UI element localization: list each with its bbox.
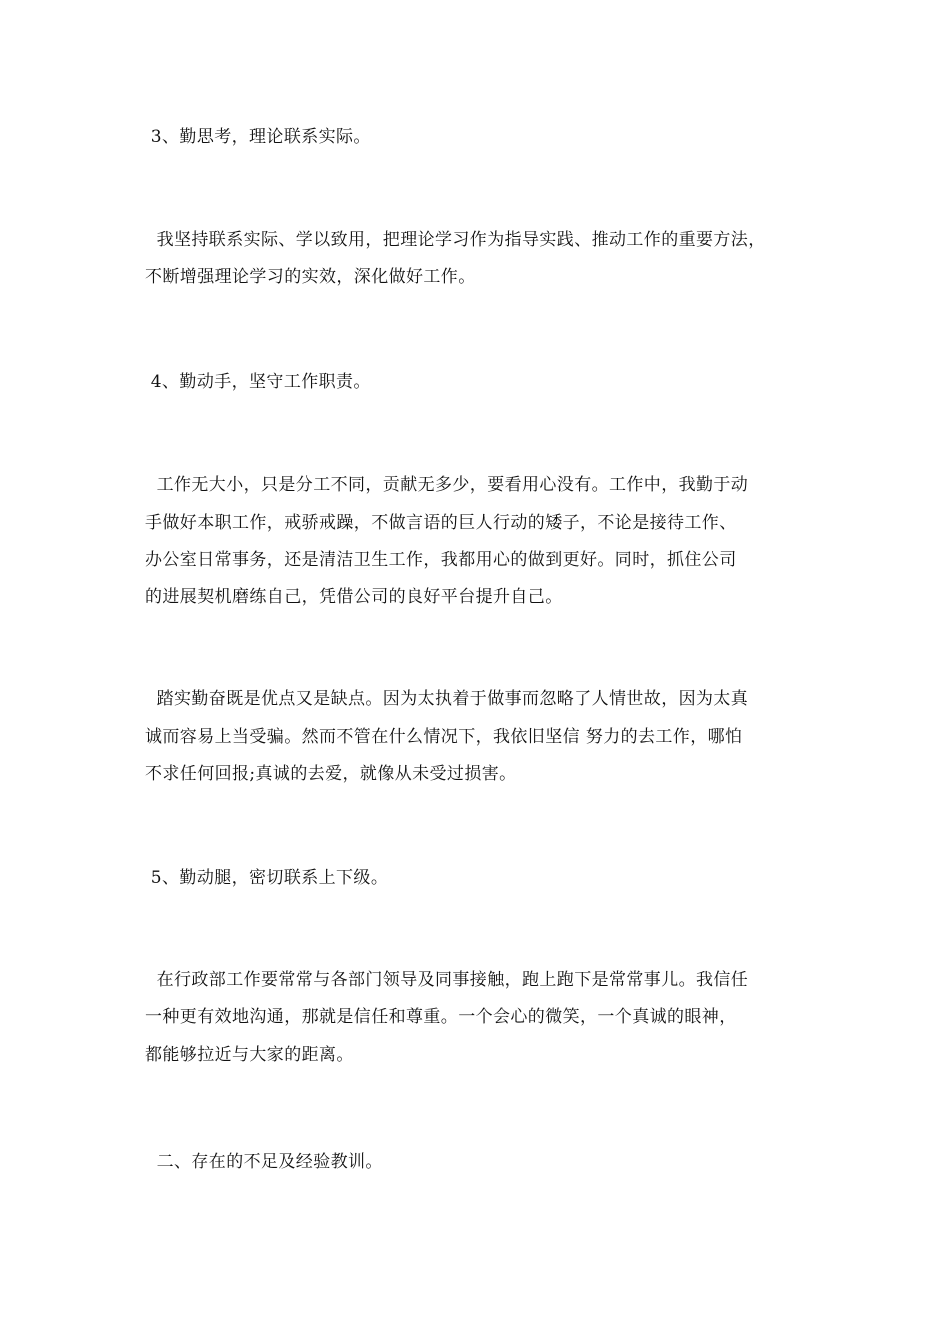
paragraph-3-line-3: 不求任何回报;真诚的去爱，就像从未受过损害。	[145, 764, 517, 784]
section-2-heading: 二、存在的不足及经验教训。	[145, 1152, 383, 1172]
paragraph-4-line-3: 都能够拉近与大家的距离。	[145, 1045, 354, 1065]
paragraph-3-line-1: 踏实勤奋既是优点又是缺点。因为太执着于做事而忽略了人情世故，因为太真	[145, 689, 749, 709]
paragraph-1-line-2: 不断增强理论学习的实效，深化做好工作。	[145, 267, 476, 287]
paragraph-4-line-1: 在行政部工作要常常与各部门领导及同事接触，跑上跑下是常常事儿。我信任	[145, 970, 749, 990]
paragraph-2-line-1: 工作无大小，只是分工不同，贡献无多少，要看用心没有。工作中，我勤于动	[145, 475, 749, 495]
paragraph-2-line-4: 的进展契机磨练自己，凭借公司的良好平台提升自己。	[145, 587, 563, 607]
paragraph-3-line-2: 诚而容易上当受骗。然而不管在什么情况下，我依旧坚信 努力的去工作，哪怕	[145, 727, 743, 747]
paragraph-2-line-2: 手做好本职工作，戒骄戒躁，不做言语的巨人行动的矮子，不论是接待工作、	[145, 513, 737, 533]
paragraph-4-line-2: 一种更有效地沟通，那就是信任和尊重。一个会心的微笑，一个真诚的眼神，	[145, 1007, 737, 1027]
paragraph-1-line-1: 我坚持联系实际、学以致用，把理论学习作为指导实践、推动工作的重要方法，	[145, 230, 766, 250]
section-heading-4: 4、勤动手，坚守工作职责。	[145, 372, 371, 392]
section-heading-3: 3、勤思考，理论联系实际。	[145, 127, 371, 147]
paragraph-2-line-3: 办公室日常事务，还是清洁卫生工作，我都用心的做到更好。同时，抓住公司	[145, 550, 737, 570]
section-heading-5: 5、勤动腿，密切联系上下级。	[145, 868, 389, 888]
